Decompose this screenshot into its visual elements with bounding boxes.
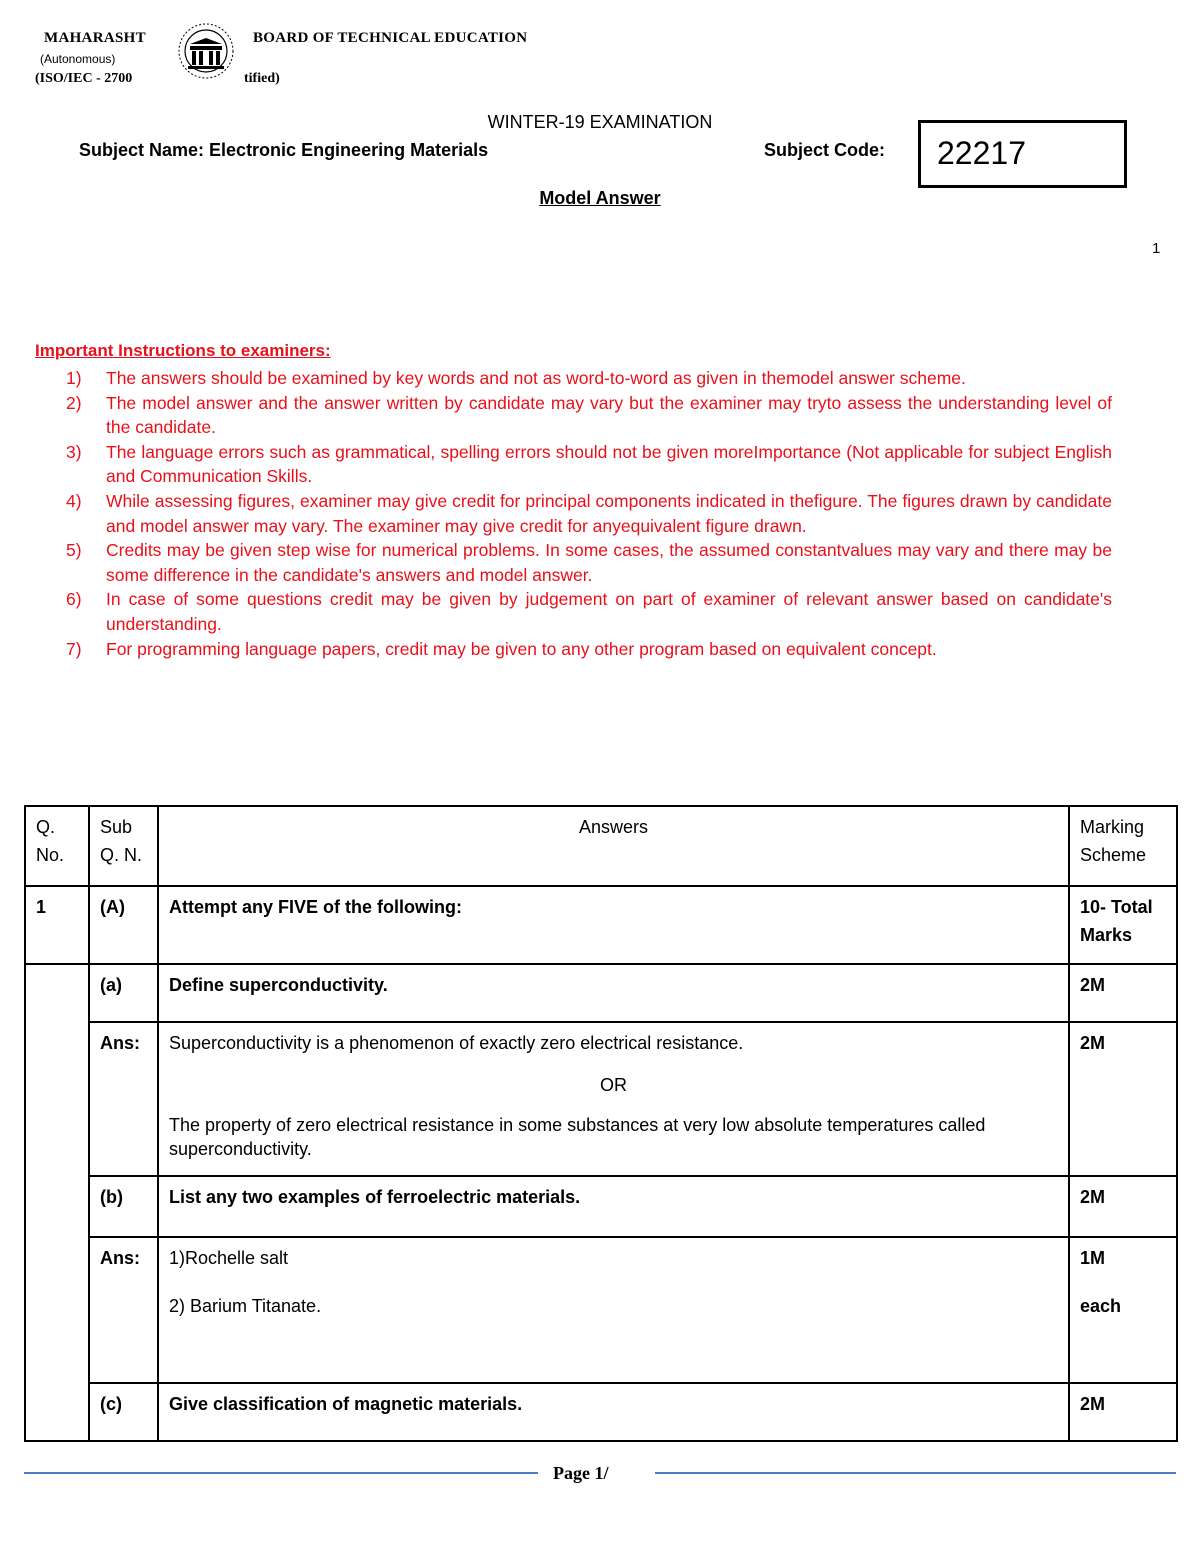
table-header-row [25,806,1177,886]
question-text: List any two examples of ferroelectric materials. [158,1176,1069,1237]
table-row [25,1237,1177,1383]
q-number-empty [25,964,89,1441]
footer-divider-left [24,1472,538,1474]
instructions-list [66,366,1112,661]
question-text: Give classification of magnetic materials. [158,1383,1069,1441]
answer-text: The property of zero electrical resistance in some substances at very low absolute temperatures called superconductivity. [169,1115,986,1159]
exam-title: WINTER-19 EXAMINATION [487,112,713,132]
table-row [25,1022,1177,1176]
instruction-item: 3) The language errors such as grammatical, spelling errors should not be given moreImportance (Not applicable for subject English and Communication Skills. [66,441,1112,487]
footer-divider-right [655,1472,1176,1474]
subject-code-box [918,120,1127,188]
answer-table [24,805,1178,1442]
question-text: Define superconductivity. [158,964,1069,1022]
header-marking-scheme: Marking Scheme [1069,806,1177,886]
marks-cell [1069,1237,1177,1383]
header-answers: Answers [158,806,1069,886]
msbte-logo-icon [166,20,246,82]
answer-text: 2) Barium Titanate. [169,1296,322,1316]
instruction-item: 1) The answers should be examined by key words and not as word-to-word as given in themodel answer scheme. [66,368,966,388]
sub-question: (a) [89,964,158,1022]
instruction-item: 4) While assessing figures, examiner may give credit for principal components indicated in thefigure. The figures drawn by candidate and model answer may vary. The examiner may give credit for anyequivalent figure drawn. [66,490,1112,536]
page-number: 1 [1152,240,1161,257]
instruction-item: 6) In case of some questions credit may be given by judgement on part of examiner of relevant answer based on candidate's understanding. [66,589,1112,634]
org-name-right: BOARD OF TECHNICAL EDUCATION [253,30,528,46]
subject-code-label: Subject Code: [764,140,886,160]
header-sub-qn: Sub Q. N. [89,806,158,886]
answer-cell [158,1022,1069,1176]
org-name-left: MAHARASHT [44,30,146,46]
model-answer-heading: Model Answer [539,188,661,208]
table-row [25,886,1177,964]
subject-code: 22217 [937,135,1026,171]
instruction-item: 2) The model answer and the answer written by candidate may vary but the examiner may tryto assess the understanding level of the candidate. [66,392,1112,438]
marks: 1M [1080,1248,1106,1268]
header-q-no: Q. No. [25,806,89,886]
answer-text: 1)Rochelle salt [169,1248,289,1268]
sub-question: (b) [89,1176,158,1237]
marks: 2M [1069,1383,1177,1441]
marks: 2M [1069,1176,1177,1237]
instruction-item: 5) Credits may be given step wise for numerical problems. In some cases, the assumed constantvalues may vary and there may be some difference in the candidate's answers and model answer. [66,540,1112,585]
subject-name: Subject Name: Electronic Engineering Materials [79,140,489,160]
marks: 10- Total Marks [1069,886,1177,964]
answer-or: OR [600,1075,627,1095]
q-number: 1 [25,886,89,964]
footer-page-label: Page 1/ [553,1463,609,1483]
answer-text: Superconductivity is a phenomenon of exactly zero electrical resistance. [169,1033,744,1053]
question-text: Attempt any FIVE of the following: [158,886,1069,964]
answer-label: Ans: [89,1022,158,1176]
marks: 2M [1069,1022,1177,1176]
answer-cell [158,1237,1069,1383]
sub-question: (A) [89,886,158,964]
instruction-item: 7) For programming language papers, credit may be given to any other program based on equivalent concept. [66,638,937,659]
table-row [25,1176,1177,1237]
marks: 2M [1069,964,1177,1022]
answer-label: Ans: [89,1237,158,1383]
marks: each [1080,1296,1122,1316]
instructions-title: Important Instructions to examiners: [35,341,331,360]
org-iso-right: tified) [244,71,280,86]
table-row [25,964,1177,1022]
table-row [25,1383,1177,1441]
sub-question: (c) [89,1383,158,1441]
org-iso-left: (ISO/IEC - 2700 [35,71,133,86]
org-autonomous: (Autonomous) [40,52,116,66]
